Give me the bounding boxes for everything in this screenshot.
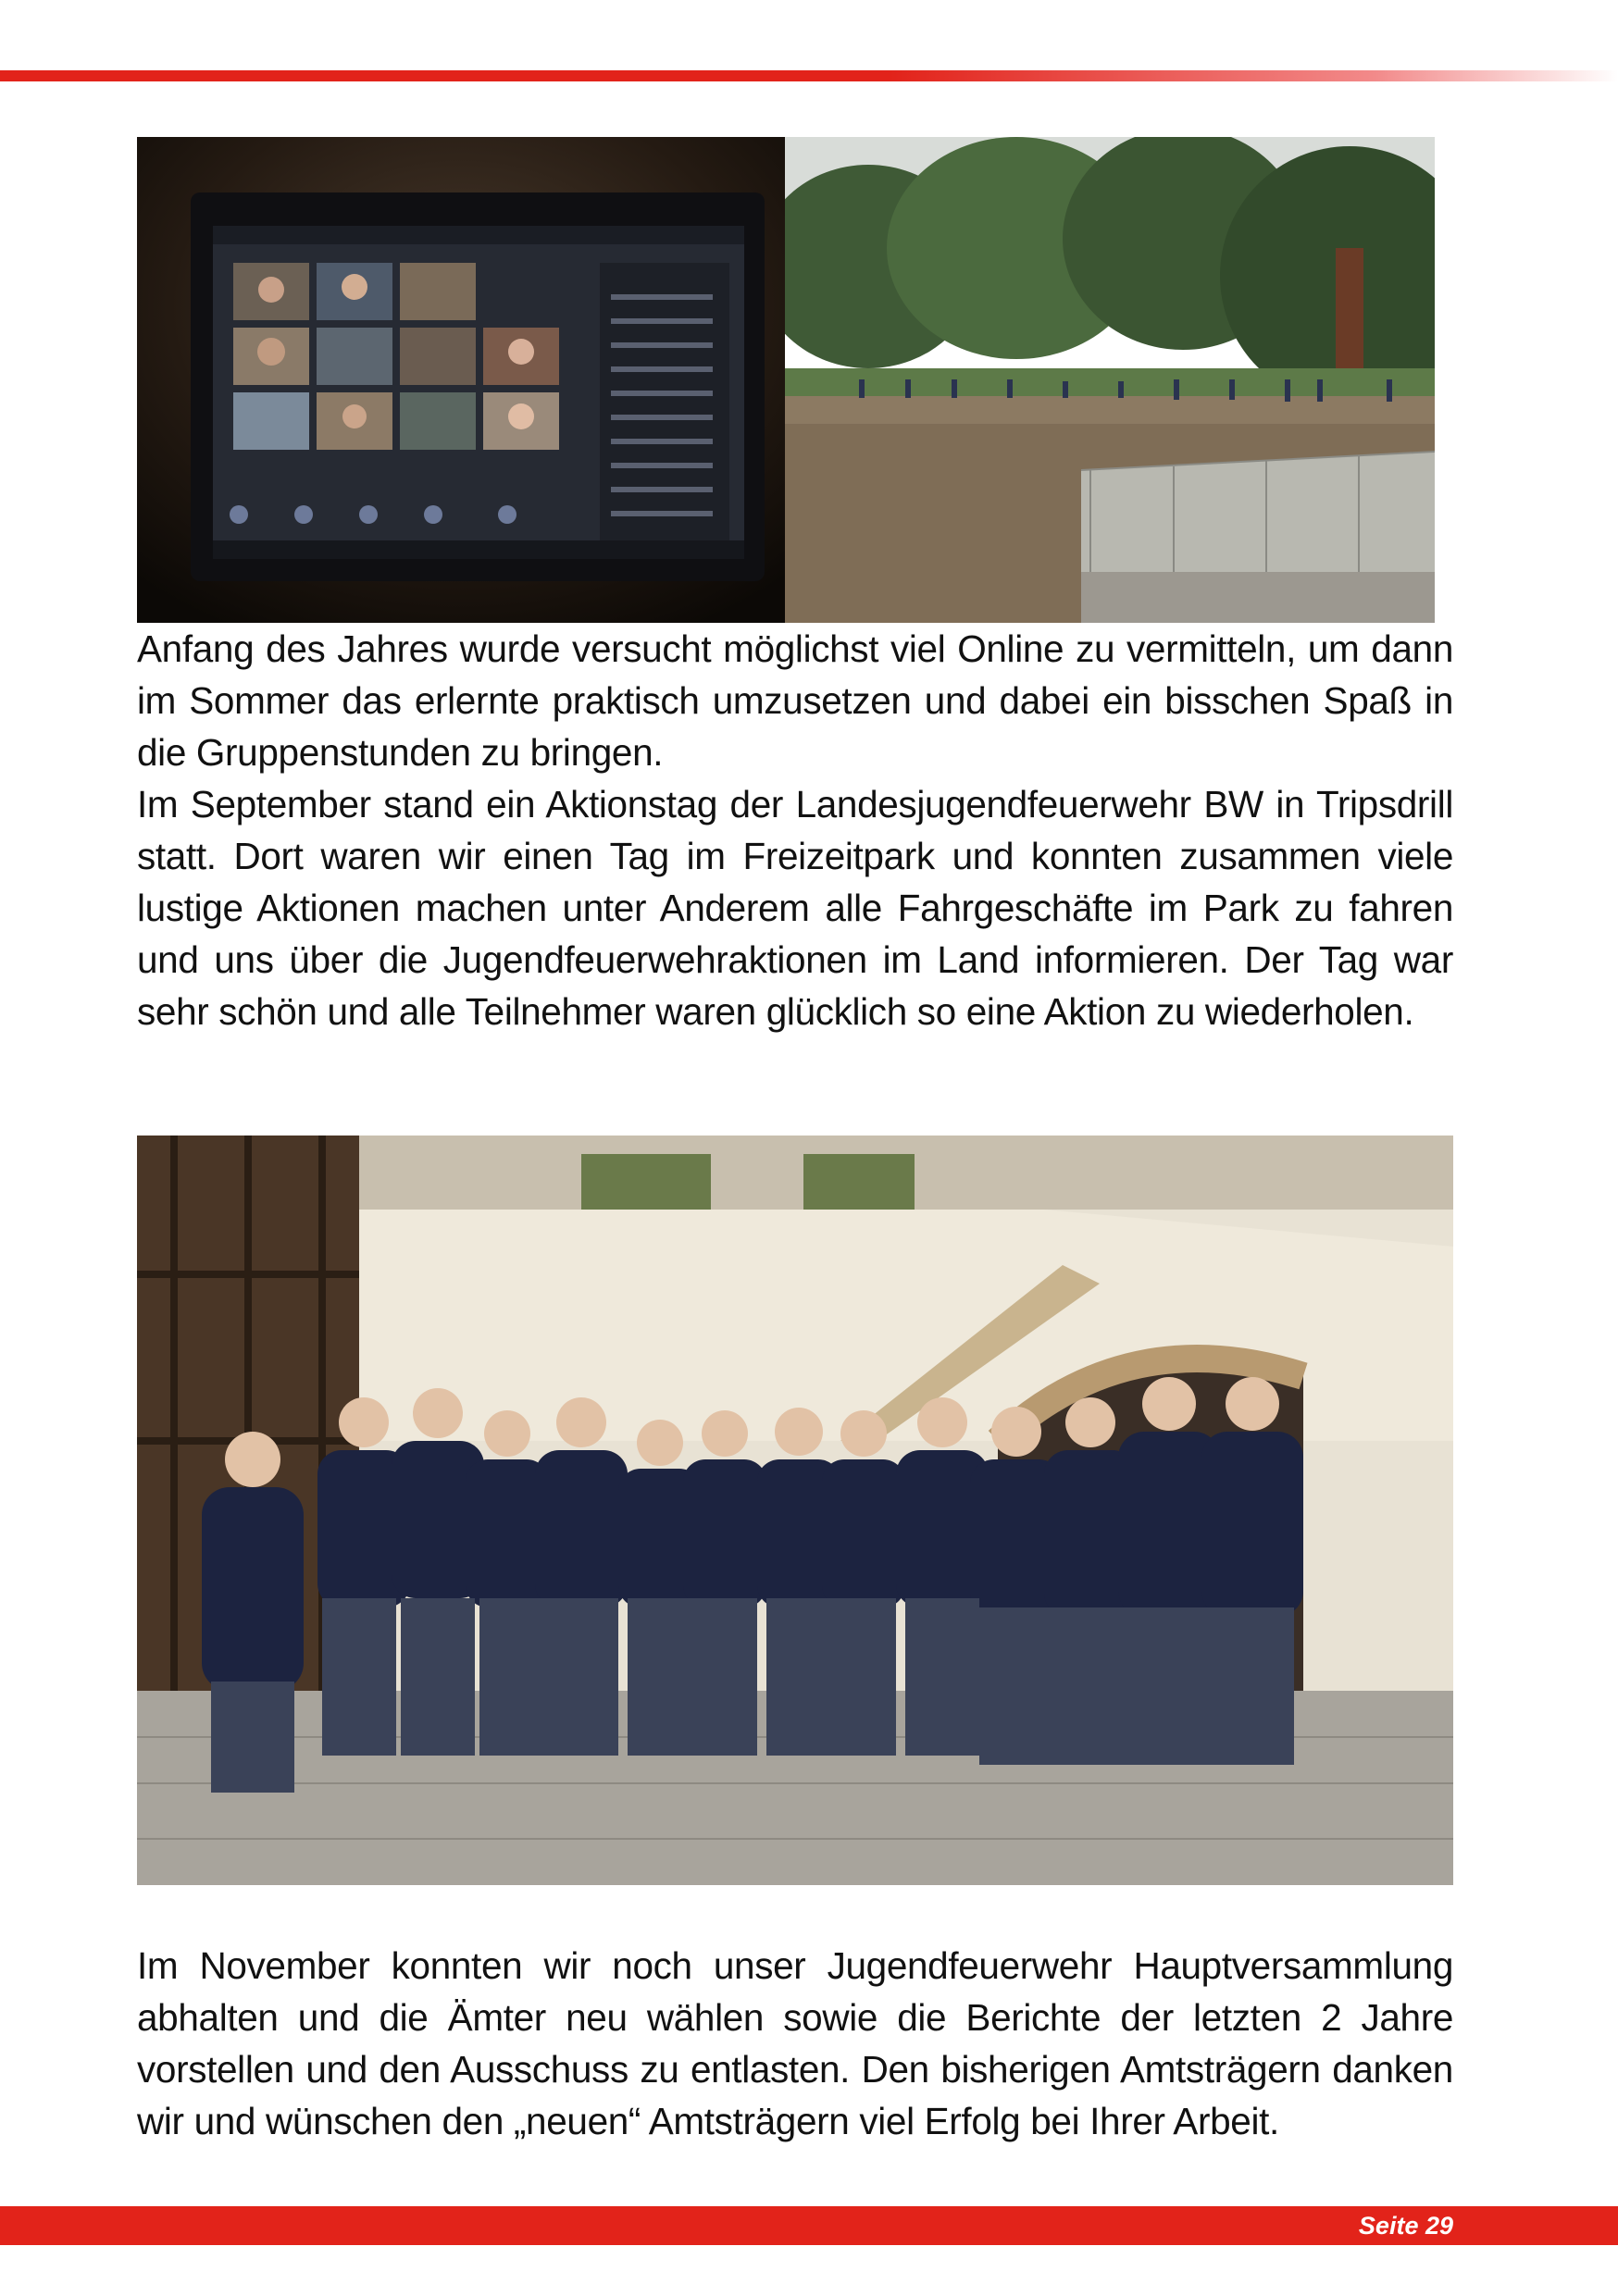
paragraph-block-1 <box>137 623 1453 1037</box>
photo-pond-training <box>785 137 1435 623</box>
paragraph-tripsdrill: Im September stand ein Aktionstag der Landesjugendfeuerwehr BW in Tripsdrill statt. Dort waren wir einen Tag im Freizeitpark und konnten zusammen viele lustige Aktionen machen unter Anderem alle Fahrgeschäfte im Park zu fahren und uns über die Jugendfeuerwehraktionen im Land informieren. Der Tag war sehr schön und alle Teilnehmer waren glücklich so eine Aktion zu wiederholen. <box>137 783 1453 1033</box>
paragraph-block-2 <box>137 1940 1453 2147</box>
photo-online-meeting <box>137 137 785 623</box>
header-accent-bar <box>0 70 1618 81</box>
photo-group-tripsdrill <box>137 1136 1453 1885</box>
paragraph-hauptversammlung: Im November konnten wir noch unser Jugendfeuerwehr Hauptversammlung abhalten und die Ämter neu wählen sowie die Berichte der letzten 2 Jahre vorstellen und den Ausschuss zu entlasten. Den bisherigen Amtsträgern danken wir und wünschen den „neuen“ Amtsträgern viel Erfolg bei Ihrer Arbeit. <box>137 1944 1453 2142</box>
paragraph-online-summer: Anfang des Jahres wurde versucht möglichst viel Online zu vermitteln, um dann im Sommer das erlernte praktisch umzusetzen und dabei ein bisschen Spaß in die Gruppenstunden zu bringen. <box>137 627 1453 774</box>
page-number: Seite 29 <box>1358 2212 1453 2240</box>
